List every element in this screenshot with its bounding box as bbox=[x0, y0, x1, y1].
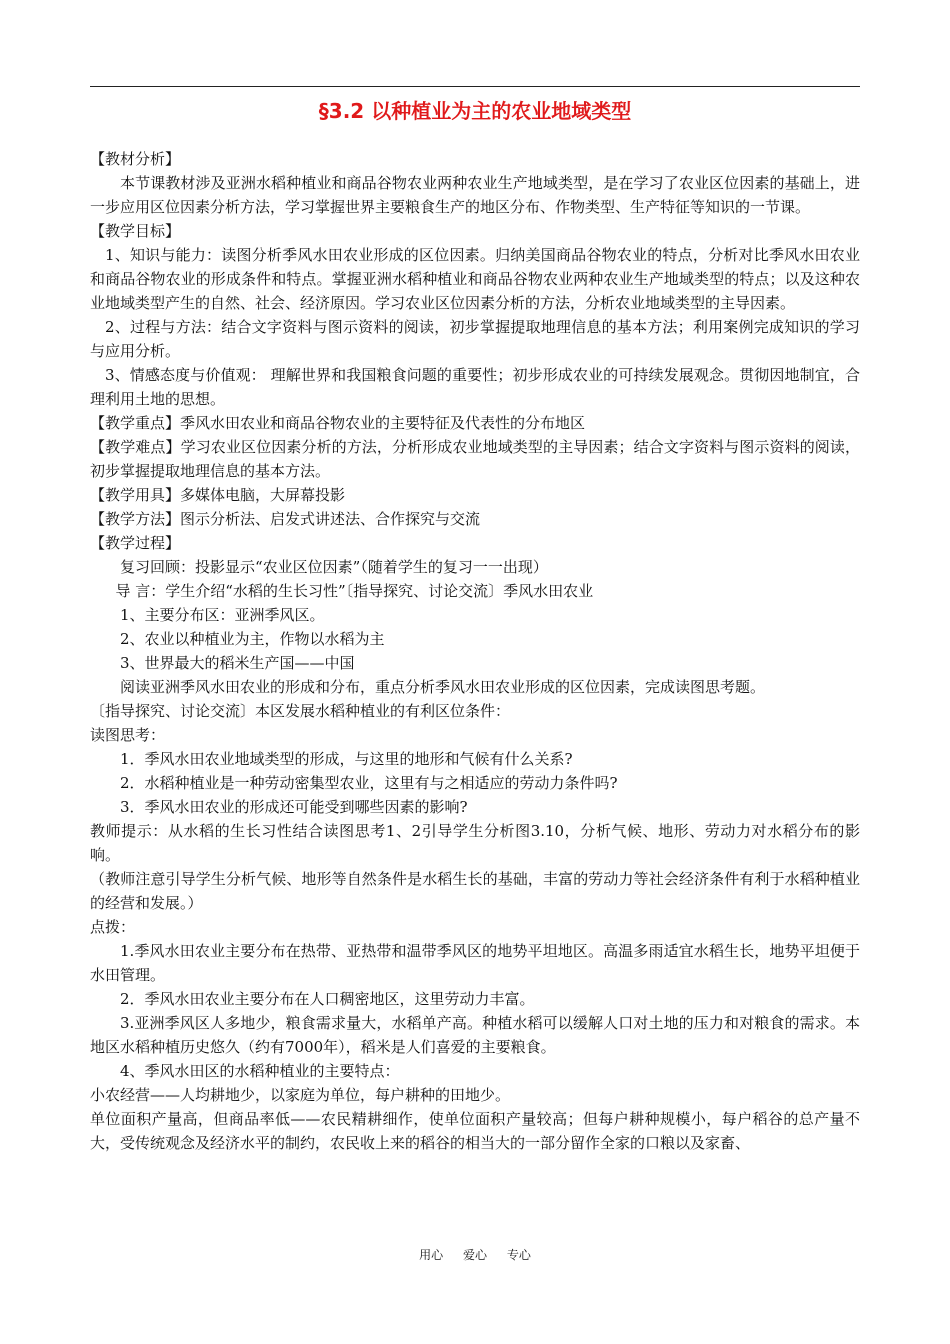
paragraph: 导 言：学生介绍“水稻的生长习性”〔指导探究、讨论交流〕季风水田农业 bbox=[115, 582, 594, 600]
section-heading: 【教学用具】多媒体电脑，大屏幕投影 bbox=[90, 486, 346, 504]
body-content bbox=[90, 147, 860, 1155]
section-heading: 【教材分析】 bbox=[90, 150, 181, 168]
list-item: 3.亚洲季风区人多地少，粮食需求量大，水稻单产高。种植水稻可以缓解人口对土地的压力和对粮食的需求。本地区水稻种植历史悠久（约有7000年），稻米是人们喜爱的主要粮食。 bbox=[90, 1014, 860, 1056]
list-item: 3、世界最大的稻米生产国——中国 bbox=[120, 654, 355, 672]
section-heading: 【教学方法】图示分析法、启发式讲述法、合作探究与交流 bbox=[90, 510, 481, 528]
section-heading: 【教学目标】 bbox=[90, 222, 181, 240]
question-item: 1．季风水田农业地域类型的形成，与这里的地形和气候有什么关系? bbox=[120, 750, 573, 768]
header-rule bbox=[90, 86, 860, 87]
page-title: §3.2 以种植业为主的农业地域类型 bbox=[318, 99, 632, 123]
paragraph: 教师提示：从水稻的生长习性结合读图思考1、2引导学生分析图3.10，分析气候、地形、劳动力对水稻分布的影响。 bbox=[90, 822, 860, 864]
section-heading: 【教学难点】学习农业区位因素分析的方法，分析形成农业地域类型的主导因素；结合文字资料与图示资料的阅读，初步掌握提取地理信息的基本方法。 bbox=[90, 438, 860, 480]
list-item: 2、农业以种植业为主，作物以水稻为主 bbox=[120, 630, 385, 648]
section-heading: 【教学过程】 bbox=[90, 534, 181, 552]
paragraph: 本节课教材涉及亚洲水稻种植业和商品谷物农业两种农业生产地域类型，是在学习了农业区位因素的基础上，进一步应用区位因素分析方法，学习掌握世界主要粮食生产的地区分布、作物类型、生产特征等知识的一节课。 bbox=[90, 174, 860, 216]
paragraph: 读图思考： bbox=[90, 726, 166, 744]
paragraph: 小农经营——人均耕地少，以家庭为单位，每户耕种的田地少。 bbox=[90, 1086, 511, 1104]
paragraph: 1、知识与能力：读图分析季风水田农业形成的区位因素。归纳美国商品谷物农业的特点，分析对比季风水田农业和商品谷物农业的形成条件和特点。掌握亚洲水稻种植业和商品谷物农业两种农业生产地域类型的特点；以及这种农业地域类型产生的自然、社会、经济原因。学习农业区位因素分析的方法，分析农业地域类型的主导因素。 bbox=[90, 246, 860, 312]
paragraph: 2、过程与方法：结合文字资料与图示资料的阅读，初步掌握提取地理信息的基本方法；利用案例完成知识的学习与应用分析。 bbox=[90, 318, 860, 360]
paragraph: 3、情感态度与价值观： 理解世界和我国粮食问题的重要性；初步形成农业的可持续发展观念。贯彻因地制宜，合理利用土地的思想。 bbox=[90, 366, 860, 408]
footer-text: 爱心 bbox=[462, 1248, 487, 1262]
paragraph: 复习回顾：投影显示“农业区位因素”（随着学生的复习一一出现） bbox=[120, 558, 548, 576]
paragraph: 〔指导探究、讨论交流〕本区发展水稻种植业的有利区位条件： bbox=[90, 702, 511, 720]
paragraph: 单位面积产量高，但商品率低——农民精耕细作，使单位面积产量较高；但每户耕种规模小，每户稻谷的总产量不大，受传统观念及经济水平的制约，农民收上来的稻谷的相当大的一部分留作全家的口粮以及家畜、 bbox=[90, 1110, 860, 1152]
footer-text: 专心 bbox=[506, 1248, 531, 1262]
list-item: 2．季风水田农业主要分布在人口稠密地区，这里劳动力丰富。 bbox=[120, 990, 535, 1008]
list-item: 1.季风水田农业主要分布在热带、亚热带和温带季风区的地势平坦地区。高温多雨适宜水稻生长，地势平坦便于水田管理。 bbox=[90, 942, 860, 984]
question-item: 3．季风水田农业的形成还可能受到哪些因素的影响? bbox=[120, 798, 468, 816]
page-footer bbox=[0, 1246, 950, 1264]
section-heading: 【教学重点】季风水田农业和商品谷物农业的主要特征及代表性的分布地区 bbox=[90, 414, 586, 432]
paragraph: （教师注意引导学生分析气候、地形等自然条件是水稻生长的基础，丰富的劳动力等社会经济条件有利于水稻种植业的经营和发展。） bbox=[90, 870, 860, 912]
paragraph: 点拨： bbox=[90, 918, 136, 936]
list-item: 1、主要分布区：亚洲季风区。 bbox=[120, 606, 325, 624]
paragraph: 阅读亚洲季风水田农业的形成和分布，重点分析季风水田农业形成的区位因素，完成读图思考题。 bbox=[120, 678, 766, 696]
list-item: 4、季风水田区的水稻种植业的主要特点： bbox=[120, 1062, 400, 1080]
question-item: 2．水稻种植业是一种劳动密集型农业，这里有与之相适应的劳动力条件吗? bbox=[120, 774, 618, 792]
footer-text: 用心 bbox=[419, 1248, 444, 1262]
